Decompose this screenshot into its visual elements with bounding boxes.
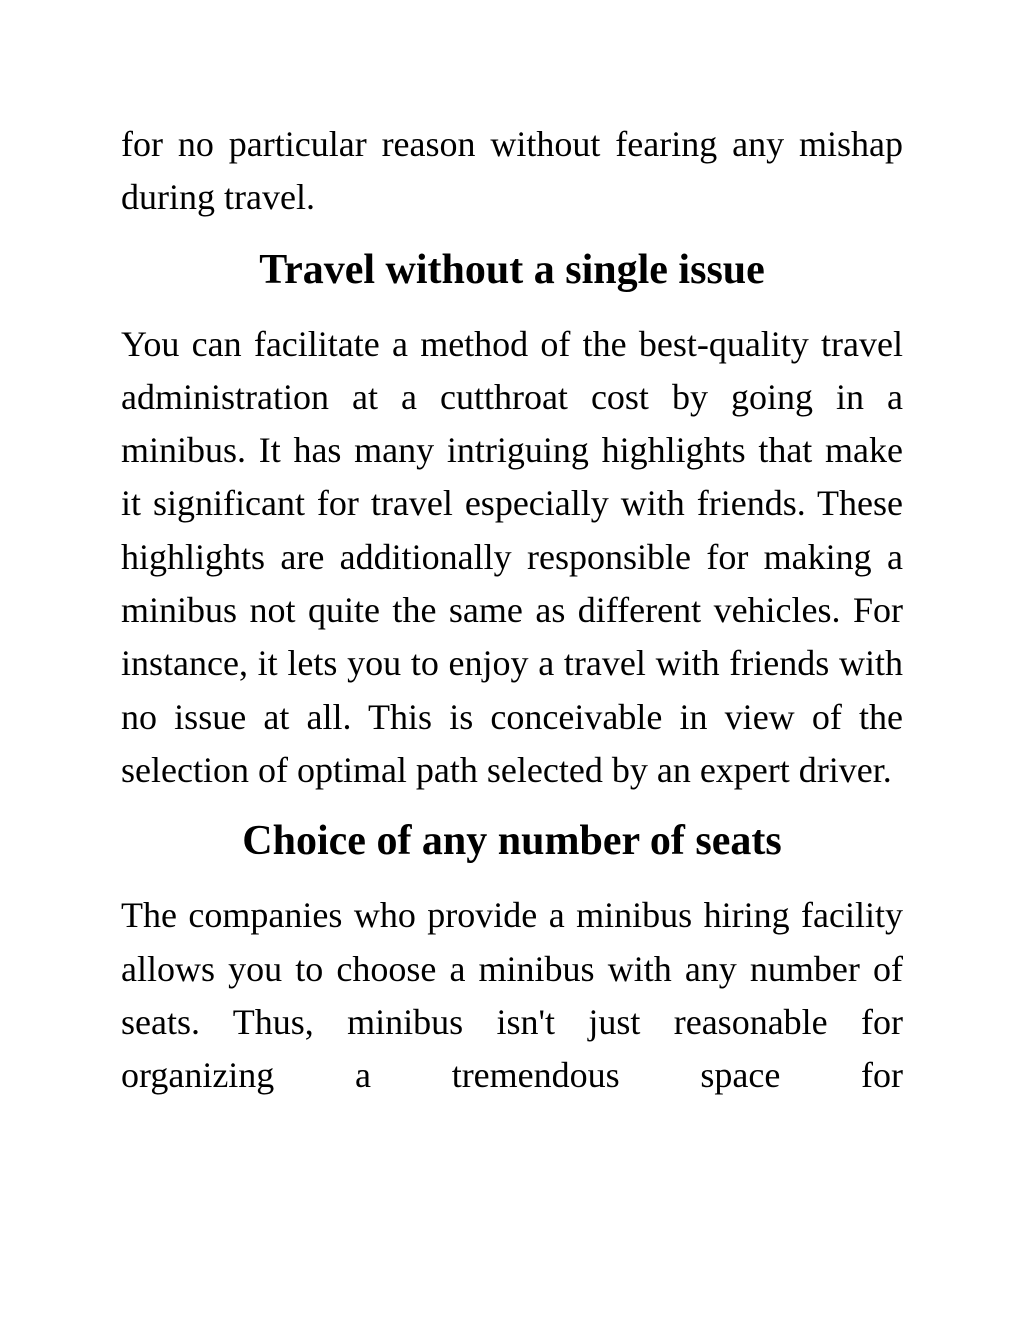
section-body-seats: The companies who provide a minibus hiring facility allows you to choose a minibus with any number of seats. Thus, minibus isn't just reasonable for organizing a tremendous space for <box>121 895 903 1096</box>
section-body-travel: You can facilitate a method of the best-quality travel administration at a cutthroat cost by going in a minibus. It has many intriguing highlights that make it significant for travel especially with friends. These highlights are additionally responsible for making a minibus not quite the same as different vehicles. For instance, it lets you to enjoy a travel with friends with no issue at all. This is conceivable in view of the selection of optimal path selected by an expert driver. <box>121 323 903 790</box>
section-heading-travel: Travel without a single issue <box>259 246 765 293</box>
section-heading-seats: Choice of any number of seats <box>242 818 782 865</box>
document-page <box>121 118 903 1102</box>
intro-paragraph: for no particular reason without fearing any mishap during travel. <box>121 124 903 218</box>
